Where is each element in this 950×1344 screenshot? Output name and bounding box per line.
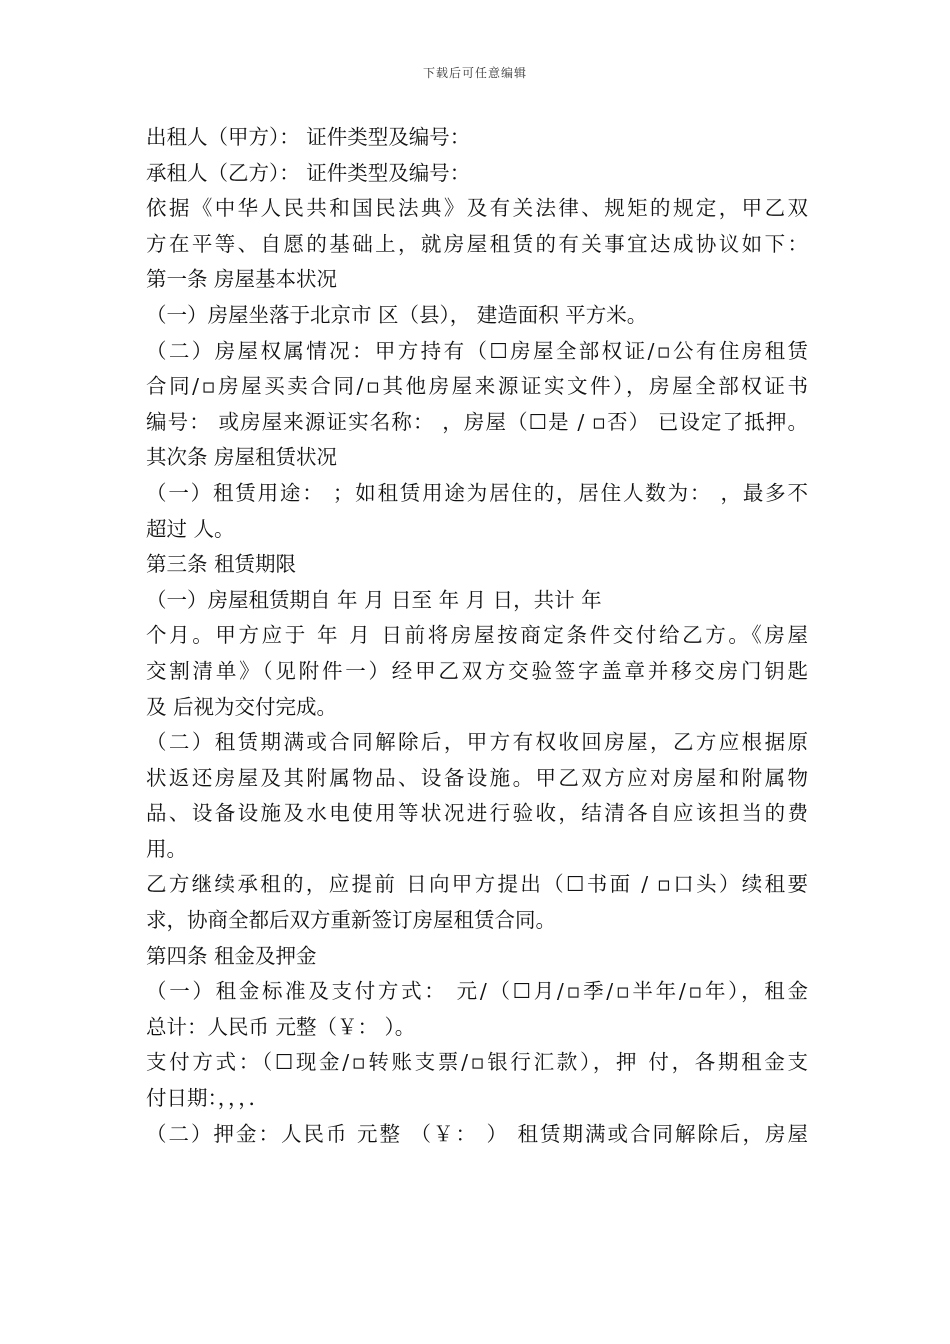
section-heading: 第一条 房屋基本状况 [146,267,338,292]
text-line: 乙方继续承租的，应提前 日向甲方提出（☐书面 / ▫口头）续租要 [146,872,808,897]
text-line: 出租人（甲方）： 证件类型及编号： [146,125,471,149]
text-line: 交割清单》（见附件一）经甲乙双方交验签字盖章并移交房门钥匙 [146,658,808,683]
text-line: 付日期：，，，． [146,1086,269,1111]
page-header-note: 下载后可任意编辑 [422,66,527,80]
text-line: （二）租赁期满或合同解除后，甲方有权收回房屋，乙方应根据原 [146,730,808,755]
section-heading: 其次条 房屋租赁状况 [146,445,338,470]
text-line: （一）房屋坐落于北京市 区（县）， 建造面积 平方米。 [146,302,648,327]
text-line: （一）房屋租赁期自 年 月 日至 年 月 日，共计 年 [146,587,602,612]
contract-body [146,120,808,1152]
text-line: （一）租赁用途： ；如租赁用途为居住的，居住人数为： ，最多不 [146,480,808,505]
text-line: 状返还房屋及其附属物品、设备设施。甲乙双方应对房屋和附属物 [146,765,808,790]
text-line: 品、设备设施及水电使用等状况进行验收，结清各自应该担当的费 [146,801,808,826]
text-line: 方在平等、自愿的基础上，就房屋租赁的有关事宜达成协议如下： [146,231,808,256]
text-line: （二）押金：人民币 元整 （￥： ） 租赁期满或合同解除后，房屋 [146,1121,808,1146]
text-line: 及 后视为交付完成。 [146,694,338,719]
text-line: 用。 [146,836,187,861]
text-line: 总计：人民币 元整（￥： ）。 [146,1014,416,1039]
text-line: 支付方式：（☐现金/▫转账支票/▫银行汇款），押 付，各期租金支 [146,1050,808,1075]
text-line: （二）房屋权属情况：甲方持有（☐房屋全部权证/▫公有住房租赁 [146,338,808,363]
section-heading: 第四条 租金及押金 [146,943,317,968]
text-line: 个月。甲方应于 年 月 日前将房屋按商定条件交付给乙方。《房屋 [146,623,808,648]
text-line: 求，协商全都后双方重新签订房屋租赁合同。 [146,908,556,933]
text-line: 编号： 或房屋来源证实名称： ，房屋（☐是 / ▫否） 已设定了抵押。 [146,409,808,434]
text-line: 承租人（乙方）： 证件类型及编号： [146,160,471,185]
text-line: （一）租金标准及支付方式： 元/（☐月/▫季/▫半年/▫年），租金 [146,979,808,1004]
text-line: 合同/▫房屋买卖合同/▫其他房屋来源证实文件），房屋全部权证书 [146,374,808,399]
text-line: 依据《中华人民共和国民法典》及有关法律、规矩的规定，甲乙双 [146,196,808,221]
text-line: 超过 人。 [146,516,235,541]
section-heading: 第三条 租赁期限 [146,552,297,577]
